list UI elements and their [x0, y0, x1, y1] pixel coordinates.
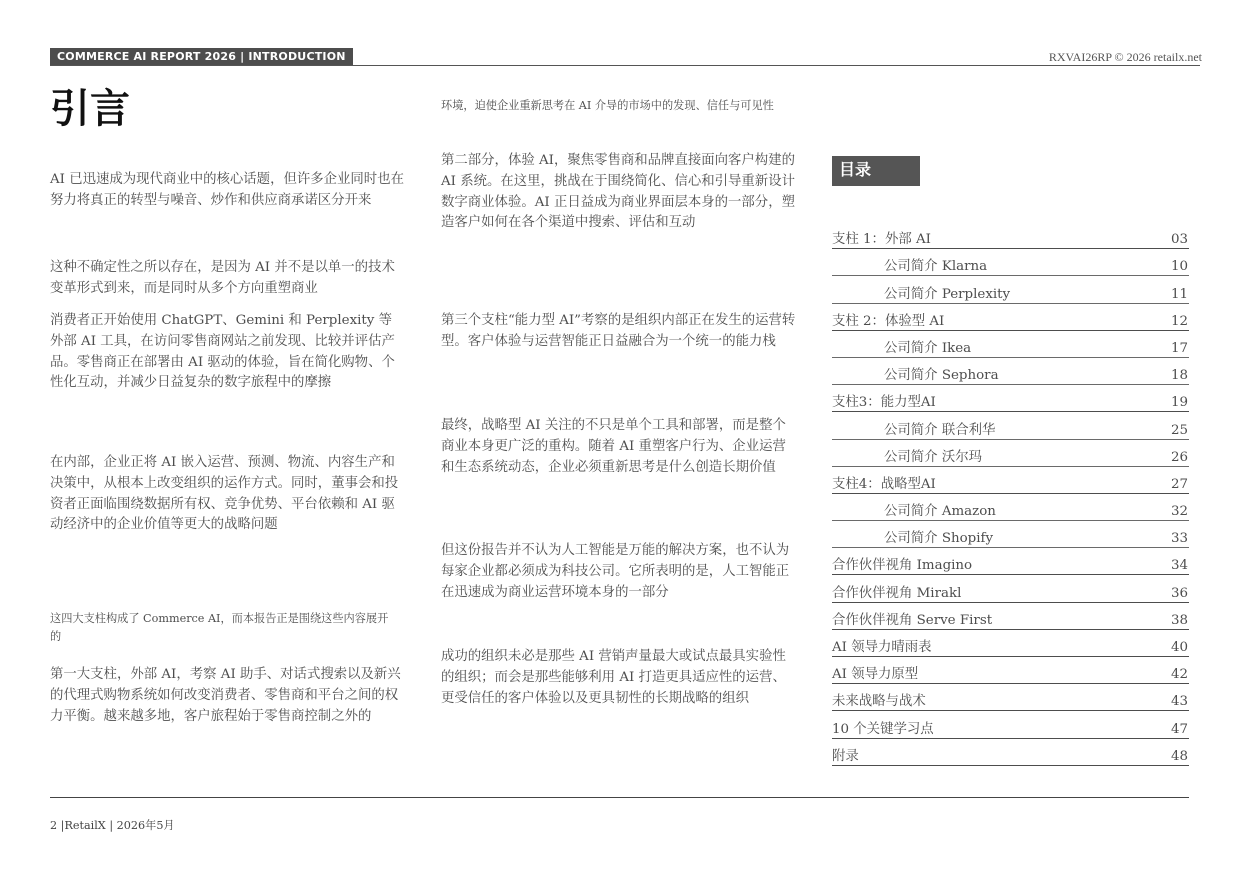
- intro-paragraph: 但这份报告并不认为人工智能是万能的解决方案，也不认为每家企业都必须成为科技公司。它所表明的是，人工智能正在迅速成为商业运营环境本身的一部分: [441, 543, 790, 600]
- toc-entry-label: 支柱 2：体验型 AI: [832, 313, 945, 329]
- toc-entry-page: 33: [1170, 531, 1188, 547]
- intro-paragraph: 第一大支柱，外部 AI，考察 AI 助手、对话式搜索以及新兴的代理式购物系统如何改变消费者、零售商和平台之间的权力平衡。越来越多地，客户旅程始于零售商控制之外的: [50, 667, 401, 724]
- toc-entry[interactable]: [832, 603, 1189, 630]
- page-title: 引言: [50, 86, 130, 132]
- toc-entry-page: 47: [1170, 721, 1188, 737]
- toc-entry-page: 38: [1170, 612, 1188, 628]
- intro-paragraph: AI 已迅速成为现代商业中的核心话题，但许多企业同时也在努力将真正的转型与噪音、炒作和供应商承诺区分开来: [50, 172, 404, 208]
- toc-entry-page: 26: [1170, 449, 1188, 465]
- toc-entry-page: 32: [1170, 504, 1188, 520]
- toc-entry[interactable]: [832, 467, 1189, 494]
- toc-entry-label: 公司简介 Shopify: [884, 531, 994, 547]
- toc-entry-label: 公司简介 Klarna: [884, 259, 988, 275]
- toc-entry[interactable]: [832, 521, 1189, 548]
- toc-entry[interactable]: [832, 548, 1189, 575]
- toc-entry-label: 公司简介 联合利华: [884, 422, 996, 438]
- toc-entry[interactable]: [832, 494, 1189, 521]
- toc-entry[interactable]: [832, 331, 1189, 358]
- intro-paragraph: 这种不确定性之所以存在，是因为 AI 并不是以单一的技术变革形式到来，而是同时从多个方向重塑商业: [50, 260, 395, 296]
- intro-paragraph: 第二部分，体验 AI，聚焦零售商和品牌直接面向客户构建的 AI 系统。在这里，挑战在于围绕简化、信心和引导重新设计数字商业体验。AI 正日益成为商业界面层本身的一部分，塑造客户如何在各个渠道中搜索、评估和互动: [441, 153, 795, 231]
- toc-entry-label: 合作伙伴视角 Imagino: [832, 558, 973, 574]
- toc-entry-label: 10 个关键学习点: [832, 721, 934, 737]
- toc-entry-page: 36: [1170, 585, 1188, 601]
- toc-entry[interactable]: [832, 739, 1189, 766]
- toc-entry-label: 支柱3：能力型AI: [832, 395, 936, 411]
- toc-entry[interactable]: [832, 575, 1189, 602]
- toc-entry-page: 25: [1170, 422, 1188, 438]
- toc-entry-label: 公司简介 Amazon: [884, 504, 996, 520]
- toc-entry[interactable]: [832, 711, 1189, 738]
- page-footer: 2 |RetailX | 2026年5月: [50, 819, 175, 832]
- footer-rule: [50, 797, 1189, 798]
- intro-paragraph: 成功的组织未必是那些 AI 营销声量最大或试点最具实验性的组织；而会是那些能够利用 AI 打造更具适应性的运营、更受信任的客户体验以及更具韧性的长期战略的组织: [441, 649, 786, 706]
- toc-entry-page: 10: [1170, 259, 1188, 275]
- document-reference: RXVAI26RP © 2026 retailx.net: [1048, 50, 1202, 64]
- toc-entry-label: 未来战略与战术: [832, 694, 926, 710]
- header-rule: [50, 65, 1200, 66]
- toc-entry[interactable]: [832, 358, 1189, 385]
- toc-entry[interactable]: [832, 385, 1189, 412]
- intro-paragraph: 最终，战略型 AI 关注的不只是单个工具和部署，而是整个商业本身更广泛的重构。随着 AI 重塑客户行为、企业运营和生态系统动态，企业必须重新思考是什么创造长期价值: [441, 418, 786, 475]
- toc-entry-label: 公司简介 沃尔玛: [884, 449, 982, 465]
- toc-entry-page: 48: [1170, 748, 1188, 764]
- toc-entry-page: 43: [1170, 694, 1188, 710]
- toc-entry-page: 18: [1170, 368, 1188, 384]
- toc-entry-page: 17: [1170, 340, 1188, 356]
- toc-entry[interactable]: [832, 684, 1189, 711]
- intro-paragraph: 在内部，企业正将 AI 嵌入运营、预测、物流、内容生产和决策中，从根本上改变组织的运作方式。同时，董事会和投资者正面临围绕数据所有权、竞争优势、平台依赖和 AI 驱动经济中的企业价值等更大的战略问题: [50, 455, 399, 533]
- toc-entry-page: 12: [1170, 313, 1188, 329]
- toc-entry-label: 附录: [832, 748, 859, 764]
- intro-paragraph: 第三个支柱“能力型 AI”考察的是组织内部正在发生的运营转型。客户体验与运营智能正日益融合为一个统一的能力栈: [441, 313, 796, 349]
- table-of-contents: [832, 222, 1189, 766]
- toc-entry-label: 支柱 1：外部 AI: [832, 232, 931, 248]
- toc-entry-label: 公司简介 Ikea: [884, 340, 972, 356]
- toc-entry-page: 19: [1170, 395, 1188, 411]
- toc-entry-page: 11: [1170, 286, 1188, 302]
- continued-paragraph: 环境，迫使企业重新思考在 AI 介导的市场中的发现、信任与可见性: [441, 99, 774, 112]
- toc-entry-page: 34: [1170, 558, 1188, 574]
- toc-entry-label: 公司简介 Perplexity: [884, 286, 1011, 302]
- toc-entry-page: 42: [1170, 667, 1188, 683]
- toc-entry-label: 支柱4：战略型AI: [832, 476, 936, 492]
- toc-entry[interactable]: [832, 440, 1189, 467]
- toc-entry-page: 40: [1170, 640, 1188, 655]
- toc-entry[interactable]: [832, 412, 1189, 439]
- toc-entry[interactable]: [832, 222, 1189, 249]
- toc-entry-label: 合作伙伴视角 Serve First: [832, 612, 993, 628]
- toc-entry[interactable]: [832, 304, 1189, 331]
- toc-entry[interactable]: [832, 657, 1189, 684]
- toc-entry-page: 03: [1170, 232, 1188, 248]
- toc-entry[interactable]: [832, 630, 1189, 657]
- toc-heading: 目录: [832, 156, 920, 186]
- toc-entry-label: AI 领导力晴雨表: [832, 640, 932, 655]
- intro-paragraph: 消费者正开始使用 ChatGPT、Gemini 和 Perplexity 等外部 AI 工具，在访问零售商网站之前发现、比较并评估产品。零售商正在部署由 AI 驱动的体验，旨在简化购物、个性化互动，并减少日益复杂的数字旅程中的摩擦: [50, 313, 395, 391]
- toc-entry-label: 合作伙伴视角 Mirakl: [832, 585, 962, 601]
- toc-entry-label: 公司简介 Sephora: [884, 368, 999, 384]
- section-tag: COMMERCE AI REPORT 2026 | INTRODUCTION: [50, 48, 353, 66]
- toc-entry-label: AI 领导力原型: [832, 667, 919, 683]
- toc-entry[interactable]: [832, 249, 1189, 276]
- toc-entry-page: 27: [1170, 476, 1188, 492]
- pillars-note: 这四大支柱构成了 Commerce AI，而本报告正是围绕这些内容展开的: [50, 612, 389, 643]
- toc-entry[interactable]: [832, 276, 1189, 303]
